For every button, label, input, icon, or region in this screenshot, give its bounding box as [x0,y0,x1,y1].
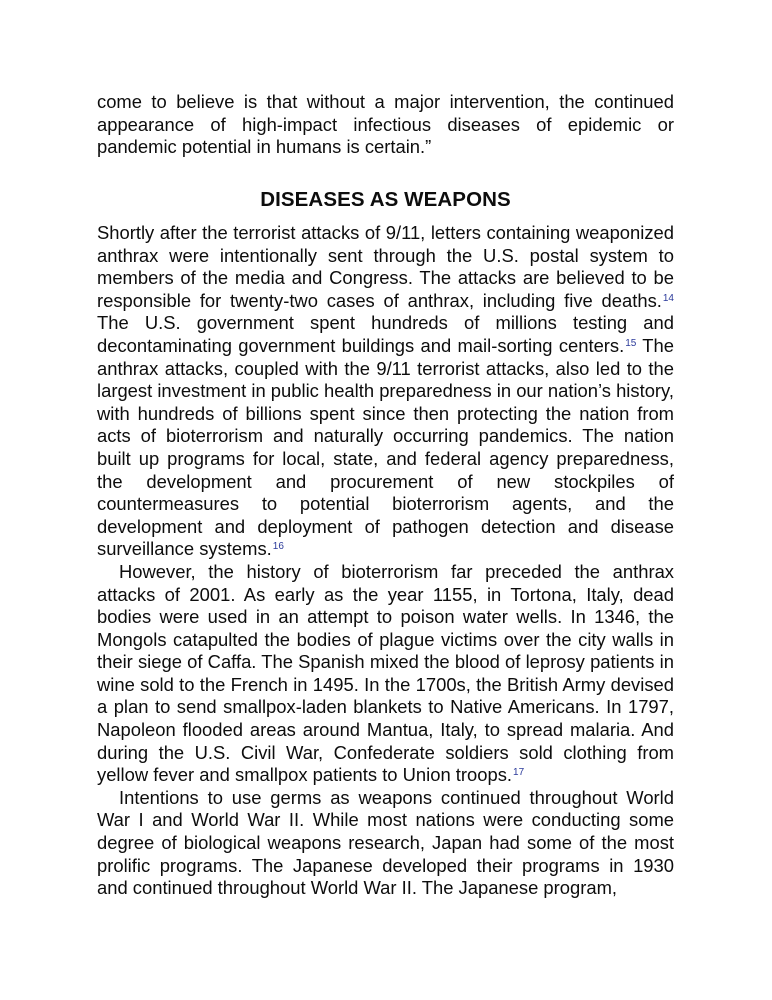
footnote-marker-14[interactable]: 14 [662,292,674,304]
paragraph-bioterrorism-history [97,561,674,787]
section-heading: DISEASES AS WEAPONS [260,188,511,211]
opening-paragraph [97,91,674,159]
footnote-marker-17[interactable]: 17 [513,767,525,779]
paragraph-world-wars [97,787,674,900]
paragraph-text: The anthrax attacks, coupled with the 9/11 terrorist attacks, also led to the largest investment in public health preparedness in our nation’s history, with hundreds of billions spent since then protecting the nation from acts of bioterrorism and naturally occurring pandemics. The nation built up programs for local, state, and federal agency preparedness, the development and procurement of new stockpiles of countermeasures to potential bioterrorism agents, and the development and deployment of pathogen detection and disease surveillance systems. [97,334,675,560]
paragraph-text: However, the history of bioterrorism far preceded the anthrax attacks of 2001. As early as the year 1155, in Tortona, Italy, dead bodies were used in an attempt to poison water wells. In 1346, the Mongols catapulted the bodies of plague victims over the city walls in their siege of Caffa. The Spanish mixed the blood of leprosy patients in wine sold to the French in 1495. In the 1700s, the British Army devised a plan to send smallpox-laden blankets to Native Americans. In 1797, Napoleon flooded areas around Mantua, Italy, to spread malaria. And during the U.S. Civil War, Confederate soldiers sold clothing from yellow fever and smallpox patients to Union troops. [97,560,674,786]
paragraph-text: Shortly after the terrorist attacks of 9/11, letters containing weaponized anthrax were intentionally sent through the U.S. postal system to members of the media and Congress. The attacks are believed to be responsible for twenty-two cases of anthrax, including five deaths. [97,222,674,311]
paragraph-anthrax-attacks [97,222,674,561]
opening-paragraph-text: come to believe is that without a major intervention, the continued appearance of high-impact infectious diseases of epidemic or pandemic potential in humans is certain.” [97,91,674,158]
footnote-marker-15[interactable]: 15 [625,337,637,349]
footnote-marker-16[interactable]: 16 [272,541,284,553]
paragraph-text: Intentions to use germs as weapons continued throughout World War I and World War II. While most nations were conducting some degree of biological weapons research, Japan had some of the most prolific programs. The Japanese developed their programs in 1930 and continued throughout World War II. The Japanese program, [97,786,674,899]
section-body [97,222,674,900]
paragraph-text: The U.S. government spent hundreds of millions testing and decontaminating government buildings and mail-sorting centers. [97,312,674,356]
